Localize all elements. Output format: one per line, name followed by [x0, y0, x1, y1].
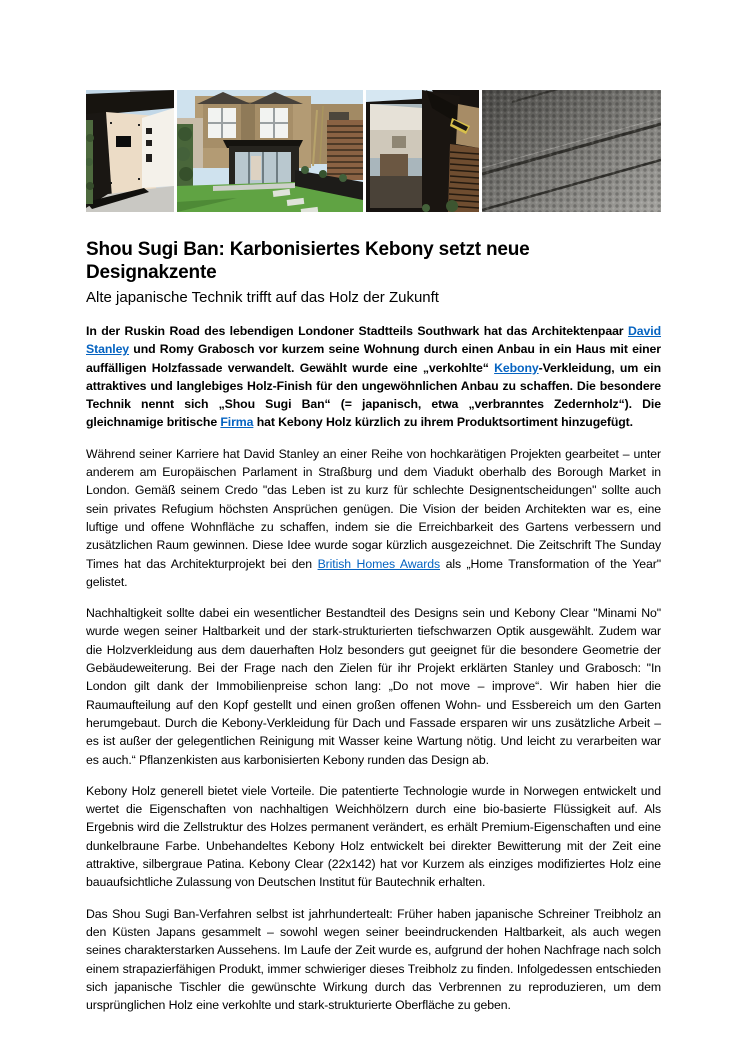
- text-run: Kebony Holz generell bietet viele Vorteile. Die patentierte Technologie wurde in Norwegen entwickelt und wertet die Eigenschaften von nachhaltigen Weichhölzern durch eine bio-basierte Flüssigkeit auf. Als Ergebnis wird die Zellstruktur des Holzes permanent verändert, es erhält Premium-Eigenschaften und eine dunkelbraune Farbe. Unbehandeltes Kebony Holz entwickelt bei direkter Bewitterung mit der Zeit eine attraktive, silbergraue Patina. Kebony Clear (22x142) hat vor Kurzem als einziges modifiziertes Holz eine bauaufsichtliche Zulassung von Deutschen Institut für Bautechnik erhalten.: [86, 783, 661, 890]
- document-page: [86, 0, 661, 1014]
- photo-charred-wood-texture: [482, 90, 661, 212]
- article-body: [86, 322, 661, 1014]
- page-subtitle: Alte japanische Technik trifft auf das Holz der Zukunft: [86, 289, 439, 306]
- paragraph: [86, 905, 661, 1015]
- text-run: Nachhaltigkeit sollte dabei ein wesentlicher Bestandteil des Designs sein und Kebony Clear "Minami No" wurde wegen seiner Haltbarkeit und der stark-strukturierten tiefschwarzen Optik ausgewählt. Zudem war die Holzverkleidung aus dem dauerhaften Holz besonders gut geeignet für die besondere Geometrie der Gebäudeweiterung. Bei der Frage nach den Zielen für ihr Projekt erklärten Stanley und Grabosch: "In London gilt dank der Immobilienpreise schon lang: „Do not move – improve“. Wir haben hier die Raumaufteilung auf den Kopf gestellt und einen großen offenen Wohn- und Essbereich um den Garten herumgebaut. Durch die Kebony-Verkleidung für Dach und Fassade ersparen wir uns zusätzliche Arbeit – es ist außer der gelegentlichen Reinigung mit Wasser keine Wartung nötig. Und leicht zu verarbeiten war es auch.“ Pflanzenkisten aus karbonisierten Kebony runden das Design ab.: [86, 606, 661, 767]
- photo-extension-glass-detail-image: [366, 90, 479, 212]
- text-link[interactable]: Kebony: [494, 360, 539, 375]
- paragraph: [86, 445, 661, 591]
- photo-charred-wood-texture-image: [482, 90, 661, 212]
- text-run: als „Home Transformation of the Year" gelistet.: [86, 556, 661, 589]
- text-run: -Verkleidung, um ein attraktives und langlebiges Holz-Finish für den ungewöhnlichen Anbau zu schaffen. Die besondere Technik nennt sich „Shou Sugi Ban“ (= japanisch, etwa „verbranntes Zedernholz“). Die gleichnamige britische: [86, 360, 661, 430]
- text-run: Das Shou Sugi Ban-Verfahren selbst ist jahrhundertealt: Früher haben japanische Schreiner Treibholz an den Küsten Japans gesammelt – sowohl wegen seiner beeindruckenden Haltbarkeit, als auch wegen seines charakterstarken Aussehens. Im Laufe der Zeit wurde es, aufgrund der hohen Nachfrage nach solch einem strapazierfähigen Produkt, immer schwieriger dieses Treibholz zu finden. Infolgedessen entschieden sich japanische Tischler die gewünschte Wirkung durch das Verbrennen zu reproduzieren, um dem ursprünglichen Holz eine verkohlte und stark-strukturierte Oberfläche zu geben.: [86, 906, 661, 1013]
- text-link[interactable]: British Homes Awards: [317, 556, 441, 571]
- paragraph: [86, 322, 661, 432]
- text-run: und Romy Grabosch vor kurzem seine Wohnung durch einen Anbau in ein Haus mit einer auffälligen Holzfassade verwandelt. Gewählt wurde eine „verkohlte“: [86, 342, 661, 375]
- text-run: hat Kebony Holz kürzlich zu ihrem Produktsortiment hinzugefügt.: [253, 415, 633, 430]
- photo-extension-glass-detail: [366, 90, 479, 212]
- photo-charred-extension-interior: [86, 90, 174, 212]
- photo-garden-house-extension: [177, 90, 363, 212]
- photo-strip: [86, 90, 661, 212]
- text-run: Während seiner Karriere hat David Stanley an einer Reihe von hochkarätigen Projekten gearbeitet – unter anderem am Europäischen Parlament in Straßburg und dem Viadukt oberhalb des Borough Market in London. Gemäß seinem Credo "das Leben ist zu kurz für schlechte Designentscheidungen" sollte auch sein privates Refugium höchsten Ansprüchen genügen. Die Vision der beiden Architekten war es, eine luftige und offene Wohnfläche zu schaffen, indem sie die Erreichbarkeit des Gartens verbessern und zusätzlichen Raum gewinnen. Diese Idee wurde sogar kürzlich ausgezeichnet. Die Zeitschrift The Sunday Times hat das Architekturprojekt bei den: [86, 446, 661, 571]
- photo-charred-extension-interior-image: [86, 90, 174, 212]
- paragraph: [86, 604, 661, 769]
- paragraph: [86, 782, 661, 892]
- text-link[interactable]: Firma: [220, 415, 254, 430]
- page-title: Shou Sugi Ban: Karbonisiertes Kebony setzt neue Designakzente: [86, 239, 530, 283]
- text-link[interactable]: David Stanley: [86, 324, 661, 357]
- photo-garden-house-extension-image: [177, 90, 363, 212]
- text-run: In der Ruskin Road des lebendigen Londoner Stadtteils Southwark hat das Architektenpaar: [86, 324, 628, 338]
